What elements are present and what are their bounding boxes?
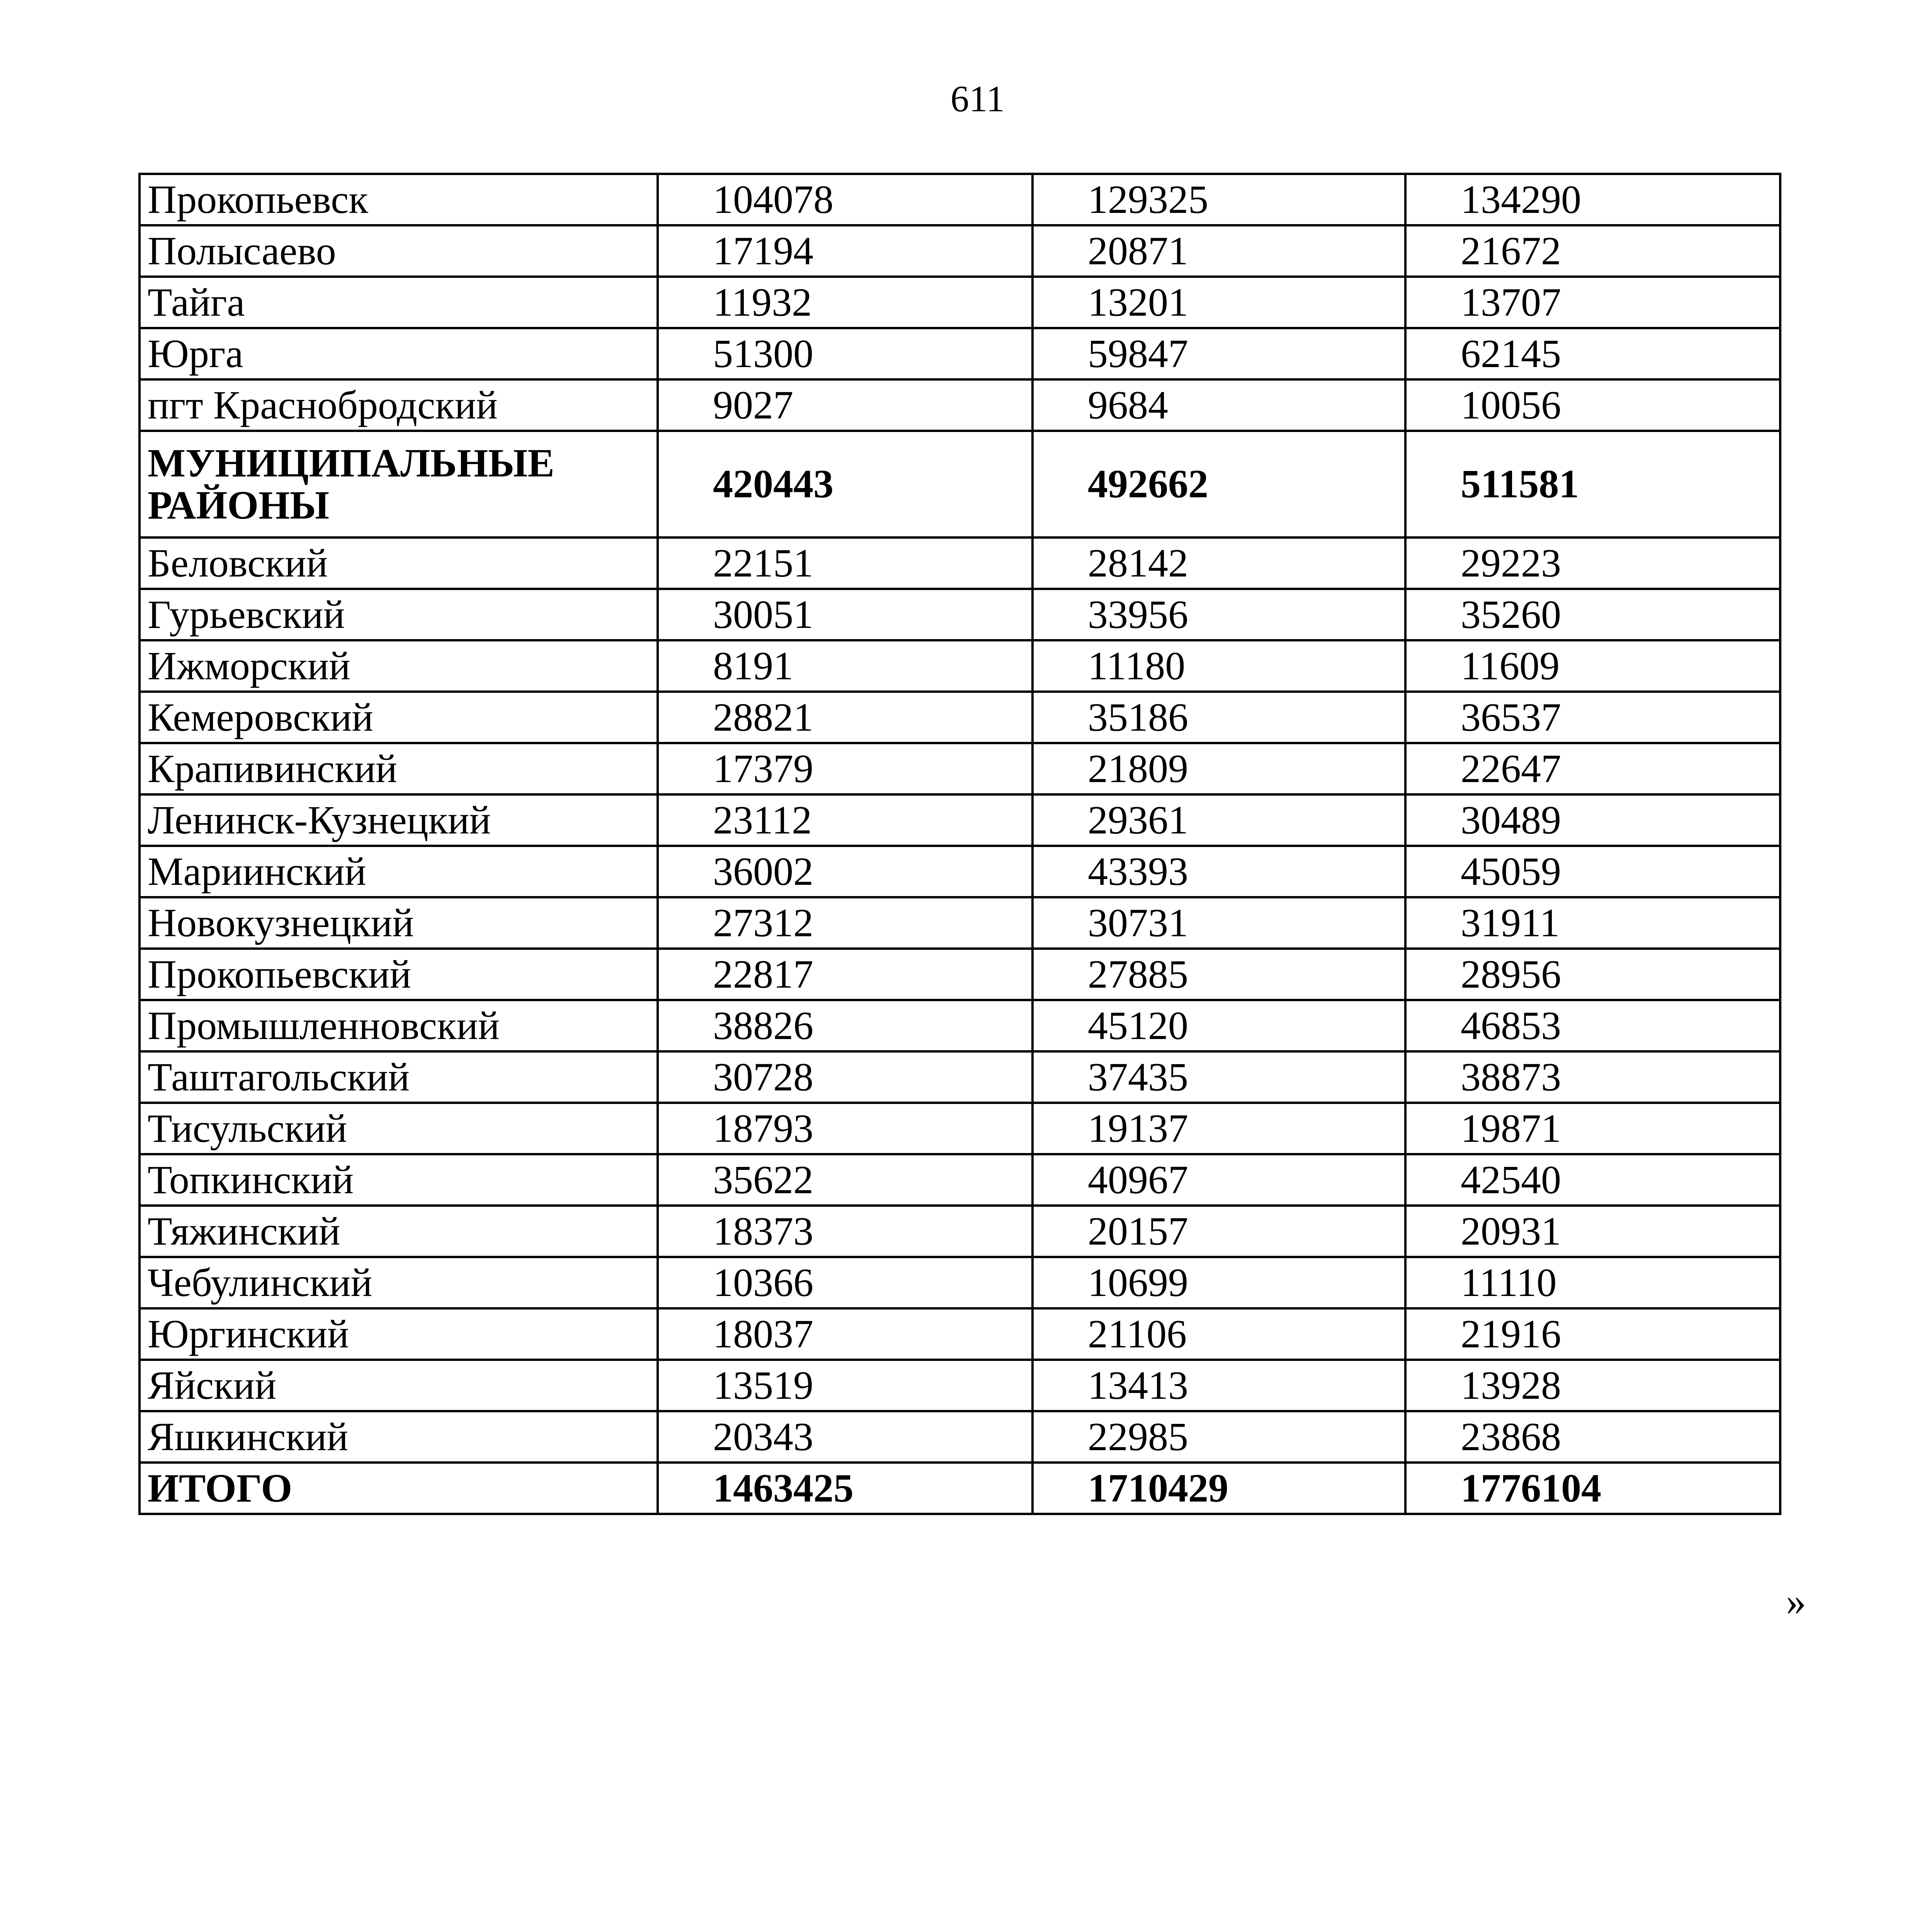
value-cell-3: 11609 — [1405, 640, 1780, 692]
table-row — [139, 1051, 1780, 1103]
value-cell-3: 21916 — [1405, 1308, 1780, 1360]
value-cell-3: 19871 — [1405, 1103, 1780, 1154]
table-row — [139, 1257, 1780, 1308]
value-cell-2: 28142 — [1032, 537, 1405, 589]
table-row-total — [139, 1463, 1780, 1514]
value-cell-3: 28956 — [1405, 949, 1780, 1000]
value-cell-1: 11932 — [658, 277, 1032, 328]
territory-name: Тисульский — [139, 1103, 658, 1154]
value-cell-1: 10366 — [658, 1257, 1032, 1308]
value-cell-3: 38873 — [1405, 1051, 1780, 1103]
value-cell-1: 27312 — [658, 897, 1032, 949]
value-cell-3: 29223 — [1405, 537, 1780, 589]
territory-name: Чебулинский — [139, 1257, 658, 1308]
territory-name: Беловский — [139, 537, 658, 589]
value-cell-2: 21106 — [1032, 1308, 1405, 1360]
value-cell-1: 20343 — [658, 1411, 1032, 1463]
value-cell-1: 30051 — [658, 589, 1032, 640]
table-row — [139, 897, 1780, 949]
value-cell-3: 22647 — [1405, 743, 1780, 794]
value-cell-1: 17379 — [658, 743, 1032, 794]
value-cell-1: 22817 — [658, 949, 1032, 1000]
value-cell-1: 104078 — [658, 174, 1032, 225]
value-cell-3: 10056 — [1405, 379, 1780, 431]
territory-name: МУНИЦИПАЛЬНЫЕ РАЙОНЫ — [139, 431, 658, 537]
table-row-total — [139, 431, 1780, 537]
territory-name: Прокопьевский — [139, 949, 658, 1000]
territory-name: Мариинский — [139, 846, 658, 897]
value-cell-2: 492662 — [1032, 431, 1405, 537]
value-cell-2: 59847 — [1032, 328, 1405, 379]
value-cell-2: 21809 — [1032, 743, 1405, 794]
value-cell-1: 30728 — [658, 1051, 1032, 1103]
table-row — [139, 1308, 1780, 1360]
value-cell-3: 511581 — [1405, 431, 1780, 537]
table-row — [139, 1411, 1780, 1463]
territory-name: Крапивинский — [139, 743, 658, 794]
territory-name: Тяжинский — [139, 1206, 658, 1257]
territory-name: Кемеровский — [139, 692, 658, 743]
table-row — [139, 1154, 1780, 1206]
value-cell-3: 13707 — [1405, 277, 1780, 328]
table-row — [139, 174, 1780, 225]
value-cell-3: 134290 — [1405, 174, 1780, 225]
value-cell-1: 13519 — [658, 1360, 1032, 1411]
value-cell-1: 38826 — [658, 1000, 1032, 1051]
value-cell-2: 129325 — [1032, 174, 1405, 225]
territory-name: Полысаево — [139, 225, 658, 277]
value-cell-2: 13413 — [1032, 1360, 1405, 1411]
value-cell-2: 37435 — [1032, 1051, 1405, 1103]
value-cell-1: 36002 — [658, 846, 1032, 897]
value-cell-2: 9684 — [1032, 379, 1405, 431]
value-cell-1: 51300 — [658, 328, 1032, 379]
value-cell-3: 35260 — [1405, 589, 1780, 640]
territory-name: Ленинск-Кузнецкий — [139, 794, 658, 846]
value-cell-3: 1776104 — [1405, 1463, 1780, 1514]
value-cell-2: 13201 — [1032, 277, 1405, 328]
table-row — [139, 743, 1780, 794]
value-cell-3: 13928 — [1405, 1360, 1780, 1411]
table-row — [139, 537, 1780, 589]
table-row — [139, 379, 1780, 431]
value-cell-3: 11110 — [1405, 1257, 1780, 1308]
table-row — [139, 949, 1780, 1000]
value-cell-3: 31911 — [1405, 897, 1780, 949]
value-cell-2: 1710429 — [1032, 1463, 1405, 1514]
territory-name: Гурьевский — [139, 589, 658, 640]
territory-name: Промышленновский — [139, 1000, 658, 1051]
value-cell-2: 43393 — [1032, 846, 1405, 897]
table-row — [139, 1206, 1780, 1257]
closing-quote: » — [1786, 1579, 1806, 1624]
value-cell-1: 17194 — [658, 225, 1032, 277]
value-cell-2: 11180 — [1032, 640, 1405, 692]
table-row — [139, 1103, 1780, 1154]
value-cell-2: 35186 — [1032, 692, 1405, 743]
table-row — [139, 328, 1780, 379]
page-number: 611 — [950, 78, 1005, 119]
territory-name: Новокузнецкий — [139, 897, 658, 949]
territory-name: Яйский — [139, 1360, 658, 1411]
territory-name: Юрга — [139, 328, 658, 379]
territory-name: Тайга — [139, 277, 658, 328]
value-cell-1: 1463425 — [658, 1463, 1032, 1514]
value-cell-2: 22985 — [1032, 1411, 1405, 1463]
value-cell-3: 42540 — [1405, 1154, 1780, 1206]
table-row — [139, 692, 1780, 743]
value-cell-2: 27885 — [1032, 949, 1405, 1000]
value-cell-2: 33956 — [1032, 589, 1405, 640]
value-cell-2: 30731 — [1032, 897, 1405, 949]
table-row — [139, 1360, 1780, 1411]
territory-name: Юргинский — [139, 1308, 658, 1360]
value-cell-3: 23868 — [1405, 1411, 1780, 1463]
value-cell-1: 18793 — [658, 1103, 1032, 1154]
territory-name: Яшкинский — [139, 1411, 658, 1463]
value-cell-3: 36537 — [1405, 692, 1780, 743]
value-cell-2: 45120 — [1032, 1000, 1405, 1051]
territory-name: Таштагольский — [139, 1051, 658, 1103]
value-cell-1: 23112 — [658, 794, 1032, 846]
table-row — [139, 1000, 1780, 1051]
value-cell-1: 8191 — [658, 640, 1032, 692]
territory-name: Прокопьевск — [139, 174, 658, 225]
table-row — [139, 846, 1780, 897]
value-cell-1: 420443 — [658, 431, 1032, 537]
value-cell-3: 45059 — [1405, 846, 1780, 897]
territory-name: Ижморский — [139, 640, 658, 692]
table-row — [139, 225, 1780, 277]
value-cell-2: 20157 — [1032, 1206, 1405, 1257]
value-cell-3: 30489 — [1405, 794, 1780, 846]
value-cell-2: 29361 — [1032, 794, 1405, 846]
value-cell-1: 18037 — [658, 1308, 1032, 1360]
value-cell-2: 10699 — [1032, 1257, 1405, 1308]
table-row — [139, 794, 1780, 846]
value-cell-2: 20871 — [1032, 225, 1405, 277]
territory-name: Топкинский — [139, 1154, 658, 1206]
value-cell-1: 22151 — [658, 537, 1032, 589]
value-cell-1: 18373 — [658, 1206, 1032, 1257]
territory-name: пгт Краснобродский — [139, 379, 658, 431]
value-cell-2: 40967 — [1032, 1154, 1405, 1206]
value-cell-1: 35622 — [658, 1154, 1032, 1206]
value-cell-3: 62145 — [1405, 328, 1780, 379]
value-cell-1: 28821 — [658, 692, 1032, 743]
table-row — [139, 277, 1780, 328]
territory-name: ИТОГО — [139, 1463, 658, 1514]
population-table — [138, 173, 1781, 1515]
value-cell-2: 19137 — [1032, 1103, 1405, 1154]
value-cell-3: 20931 — [1405, 1206, 1780, 1257]
table-row — [139, 589, 1780, 640]
value-cell-1: 9027 — [658, 379, 1032, 431]
table-row — [139, 640, 1780, 692]
value-cell-3: 21672 — [1405, 225, 1780, 277]
value-cell-3: 46853 — [1405, 1000, 1780, 1051]
